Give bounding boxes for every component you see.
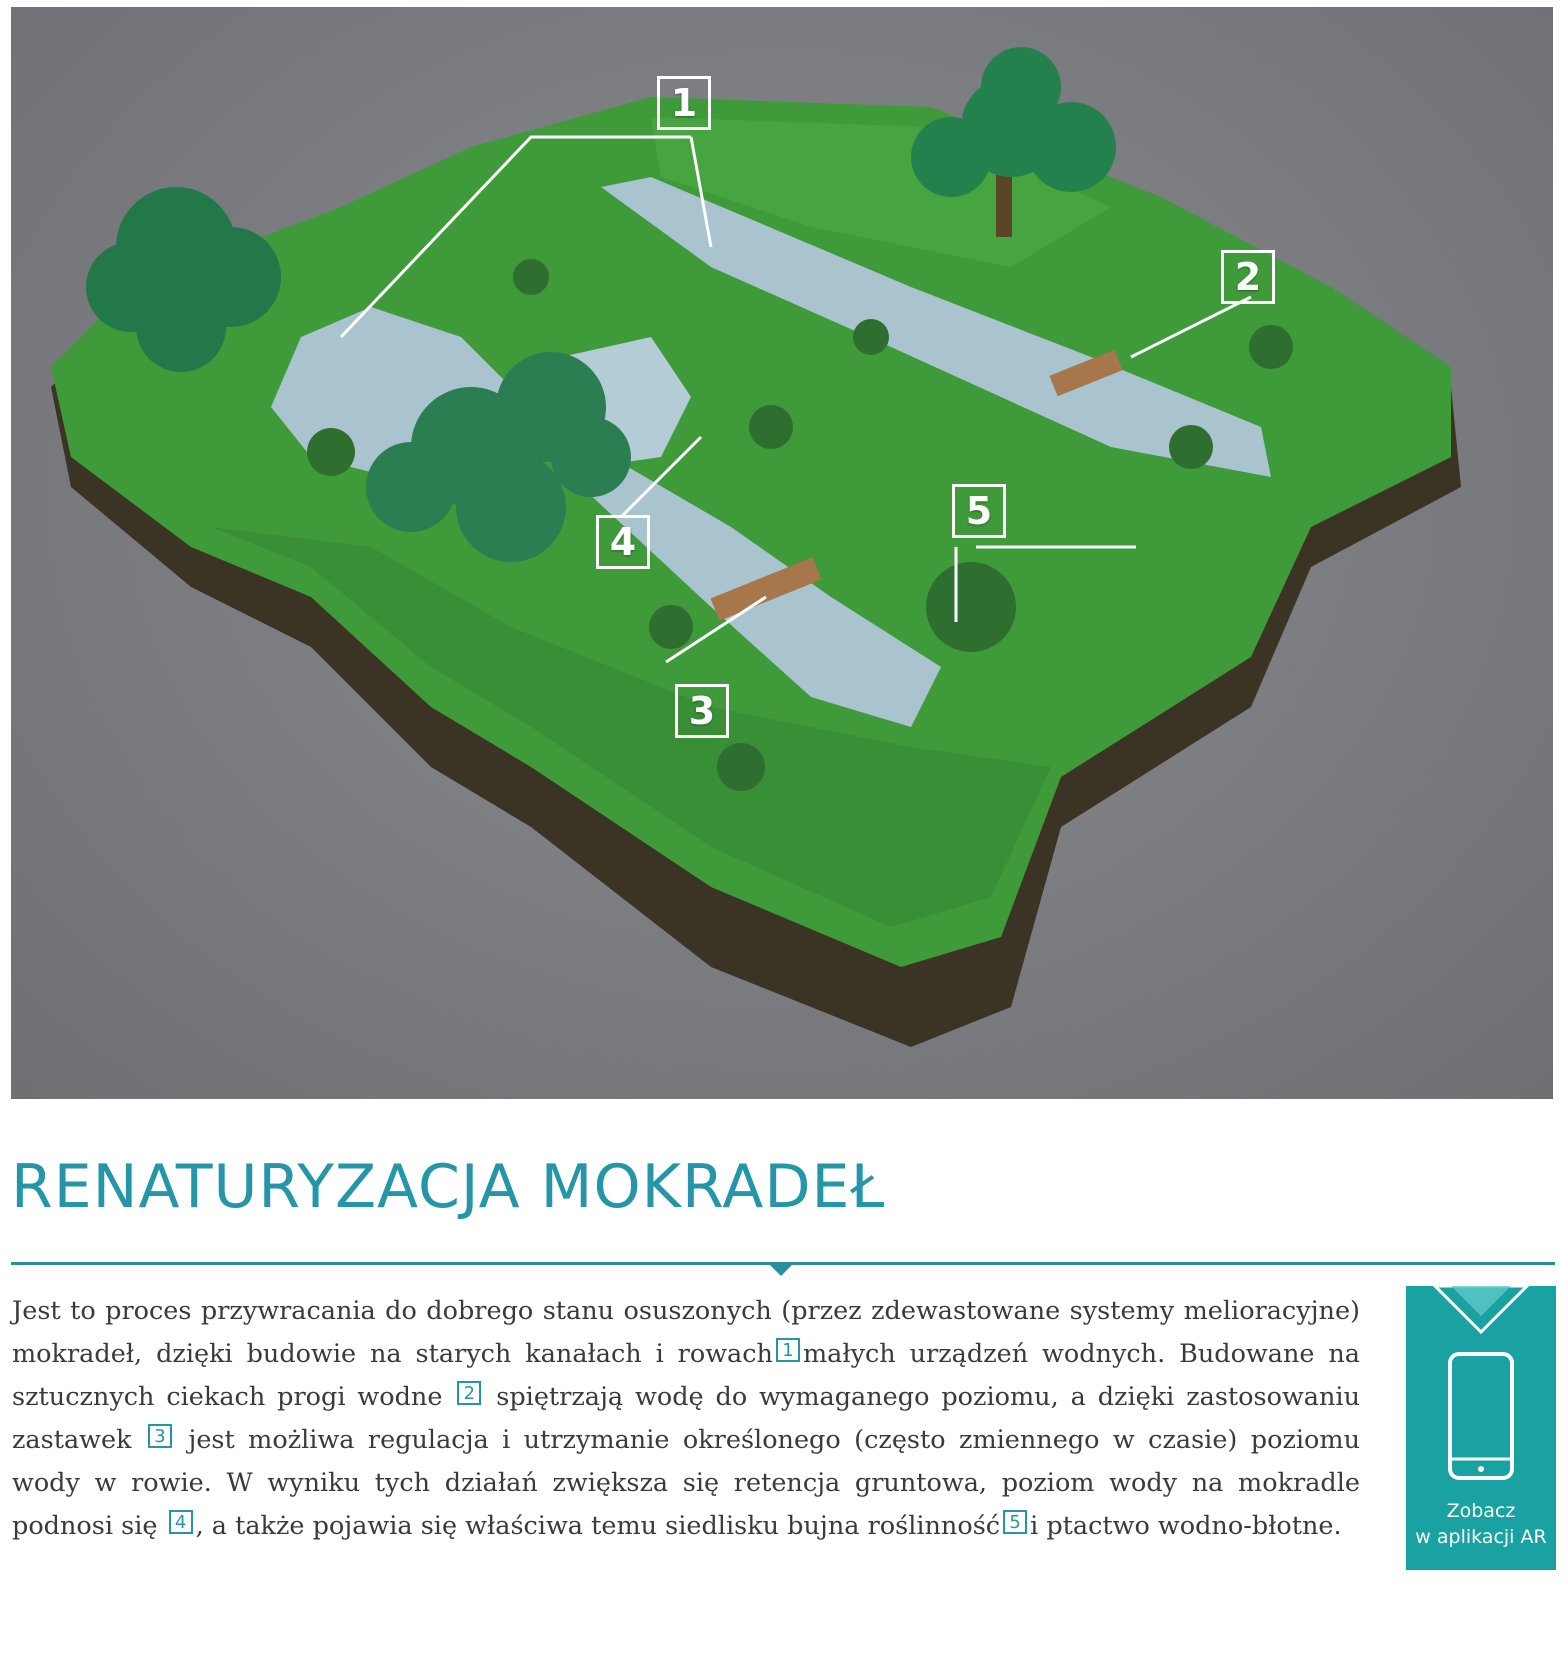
paragraph-segment: jest możliwa regulacja i utrzymanie określonego (często zmiennego w czasie) poziomu wody w rowie. W wyniku tych działań zwiększa się retencja gruntowa, poziom wody na mokradle podnosi się [12,1425,1361,1541]
ref-marker-1: 1 [776,1338,800,1362]
callout-1: 1 [657,76,711,130]
ar-label-line1: Zobacz [1446,1500,1516,1522]
callout-2: 2 [1221,250,1275,304]
wetland-scene [11,7,1553,1099]
body-paragraph [12,1290,1360,1548]
chevron-down-icon [1431,1286,1531,1336]
ref-marker-4: 4 [169,1510,193,1534]
paragraph-segment: spiętrzają wodę do wymaganego poziomu, a dzięki zastosowaniu zastawek [12,1382,1361,1455]
paragraph-segment: Jest to proces przywracania do dobrego stanu osuszonych (przez zdewastowane systemy melioracyjne) mokradeł, dzięki budowie na starych kanałach i rowach [12,1296,1360,1369]
callout-3: 3 [675,684,729,738]
wetland-illustration [11,7,1553,1099]
ar-app-panel[interactable] [1406,1286,1556,1570]
ref-marker-2: 2 [457,1381,481,1405]
ref-marker-3: 3 [148,1424,172,1448]
paragraph-segment: małych urządzeń wodnych. Budowane na sztucznych ciekach progi wodne [12,1339,1360,1412]
ref-marker-5: 5 [1003,1510,1027,1534]
page-title: RENATURYZACJA MOKRADEŁ [11,1152,886,1222]
paragraph-segment: i ptactwo wodno-błotne. [1030,1511,1342,1541]
rule-arrow-icon [770,1265,792,1276]
ar-label-line2: w aplikacji AR [1415,1526,1547,1548]
paragraph-segment: , a także pojawia się właściwa temu siedlisku bujna roślinność [195,1511,1001,1541]
callout-5: 5 [952,484,1006,538]
ar-label [1406,1498,1556,1550]
callout-4: 4 [596,515,650,569]
smartphone-icon [1447,1351,1515,1481]
